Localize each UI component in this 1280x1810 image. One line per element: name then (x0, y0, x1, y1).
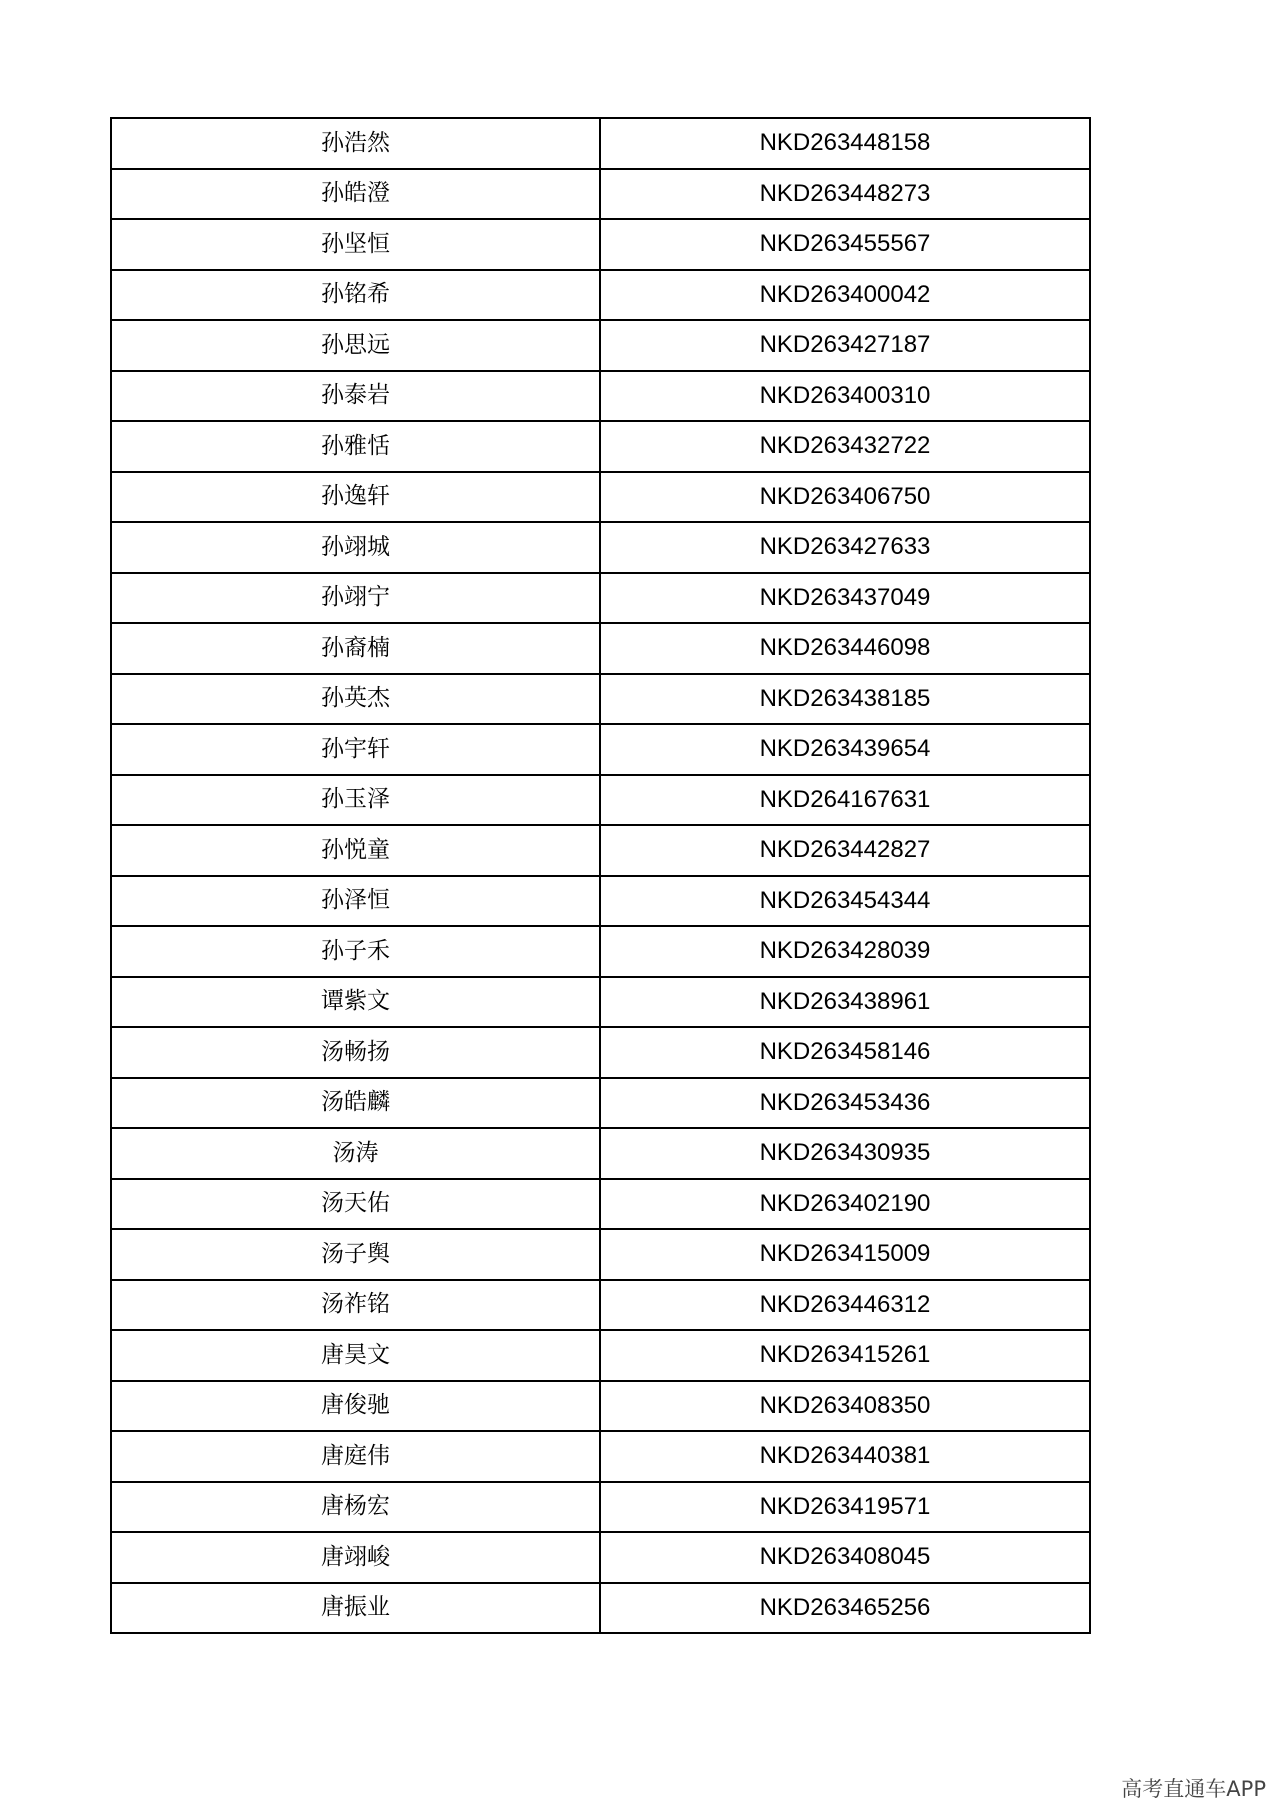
name-cell: 汤子舆 (111, 1229, 600, 1280)
name-cell: 汤涛 (111, 1128, 600, 1179)
roster-table (110, 117, 1091, 1634)
table-row (111, 522, 1090, 573)
id-cell: NKD263428039 (600, 926, 1090, 977)
table-row (111, 825, 1090, 876)
table-row (111, 926, 1090, 977)
name-cell: 唐庭伟 (111, 1431, 600, 1482)
id-cell: NKD264167631 (600, 775, 1090, 826)
name-cell: 唐昊文 (111, 1330, 600, 1381)
table-row (111, 1583, 1090, 1634)
id-cell: NKD263419571 (600, 1482, 1090, 1533)
name-cell: 谭紫文 (111, 977, 600, 1028)
id-cell: NKD263439654 (600, 724, 1090, 775)
name-cell: 孙裔楠 (111, 623, 600, 674)
name-cell: 汤祚铭 (111, 1280, 600, 1331)
table-row (111, 977, 1090, 1028)
table-row (111, 674, 1090, 725)
name-cell: 孙英杰 (111, 674, 600, 725)
id-cell: NKD263465256 (600, 1583, 1090, 1634)
roster-body (111, 118, 1090, 1633)
id-cell: NKD263438185 (600, 674, 1090, 725)
table-row (111, 1027, 1090, 1078)
id-cell: NKD263408045 (600, 1532, 1090, 1583)
table-row (111, 1532, 1090, 1583)
id-cell: NKD263448158 (600, 118, 1090, 169)
table-row (111, 1128, 1090, 1179)
id-cell: NKD263446312 (600, 1280, 1090, 1331)
id-cell: NKD263458146 (600, 1027, 1090, 1078)
name-cell: 孙皓澄 (111, 169, 600, 220)
table-row (111, 1431, 1090, 1482)
id-cell: NKD263437049 (600, 573, 1090, 624)
name-cell: 孙浩然 (111, 118, 600, 169)
name-cell: 孙翊宁 (111, 573, 600, 624)
table-row (111, 421, 1090, 472)
table-row (111, 775, 1090, 826)
table-row (111, 623, 1090, 674)
table-row (111, 1229, 1090, 1280)
table-row (111, 371, 1090, 422)
watermark-text: 高考直通车APP (1121, 1777, 1266, 1801)
id-cell: NKD263400310 (600, 371, 1090, 422)
name-cell: 孙泰岩 (111, 371, 600, 422)
id-cell: NKD263415009 (600, 1229, 1090, 1280)
table-row (111, 1381, 1090, 1432)
name-cell: 汤天佑 (111, 1179, 600, 1230)
table-row (111, 472, 1090, 523)
table-row (111, 169, 1090, 220)
name-cell: 孙宇轩 (111, 724, 600, 775)
id-cell: NKD263454344 (600, 876, 1090, 927)
table-row (111, 573, 1090, 624)
id-cell: NKD263440381 (600, 1431, 1090, 1482)
name-cell: 孙子禾 (111, 926, 600, 977)
name-cell: 唐俊驰 (111, 1381, 600, 1432)
id-cell: NKD263427187 (600, 320, 1090, 371)
name-cell: 唐振业 (111, 1583, 600, 1634)
table-row (111, 1482, 1090, 1533)
id-cell: NKD263432722 (600, 421, 1090, 472)
id-cell: NKD263430935 (600, 1128, 1090, 1179)
id-cell: NKD263402190 (600, 1179, 1090, 1230)
name-cell: 孙雅恬 (111, 421, 600, 472)
name-cell: 唐翊峻 (111, 1532, 600, 1583)
table-row (111, 320, 1090, 371)
name-cell: 孙铭希 (111, 270, 600, 321)
table-row (111, 1078, 1090, 1129)
table-row (111, 724, 1090, 775)
name-cell: 孙翊城 (111, 522, 600, 573)
id-cell: NKD263408350 (600, 1381, 1090, 1432)
id-cell: NKD263438961 (600, 977, 1090, 1028)
table-row (111, 270, 1090, 321)
table-row (111, 1330, 1090, 1381)
id-cell: NKD263448273 (600, 169, 1090, 220)
name-cell: 孙悦童 (111, 825, 600, 876)
id-cell: NKD263442827 (600, 825, 1090, 876)
id-cell: NKD263455567 (600, 219, 1090, 270)
name-cell: 孙逸轩 (111, 472, 600, 523)
name-cell: 孙玉泽 (111, 775, 600, 826)
table-row (111, 1179, 1090, 1230)
id-cell: NKD263427633 (600, 522, 1090, 573)
name-cell: 汤皓麟 (111, 1078, 600, 1129)
table-row (111, 1280, 1090, 1331)
id-cell: NKD263400042 (600, 270, 1090, 321)
id-cell: NKD263406750 (600, 472, 1090, 523)
name-cell: 唐杨宏 (111, 1482, 600, 1533)
name-cell: 汤畅扬 (111, 1027, 600, 1078)
id-cell: NKD263453436 (600, 1078, 1090, 1129)
id-cell: NKD263446098 (600, 623, 1090, 674)
name-cell: 孙思远 (111, 320, 600, 371)
table-row (111, 219, 1090, 270)
name-cell: 孙泽恒 (111, 876, 600, 927)
name-cell: 孙坚恒 (111, 219, 600, 270)
id-cell: NKD263415261 (600, 1330, 1090, 1381)
table-row (111, 118, 1090, 169)
table-row (111, 876, 1090, 927)
